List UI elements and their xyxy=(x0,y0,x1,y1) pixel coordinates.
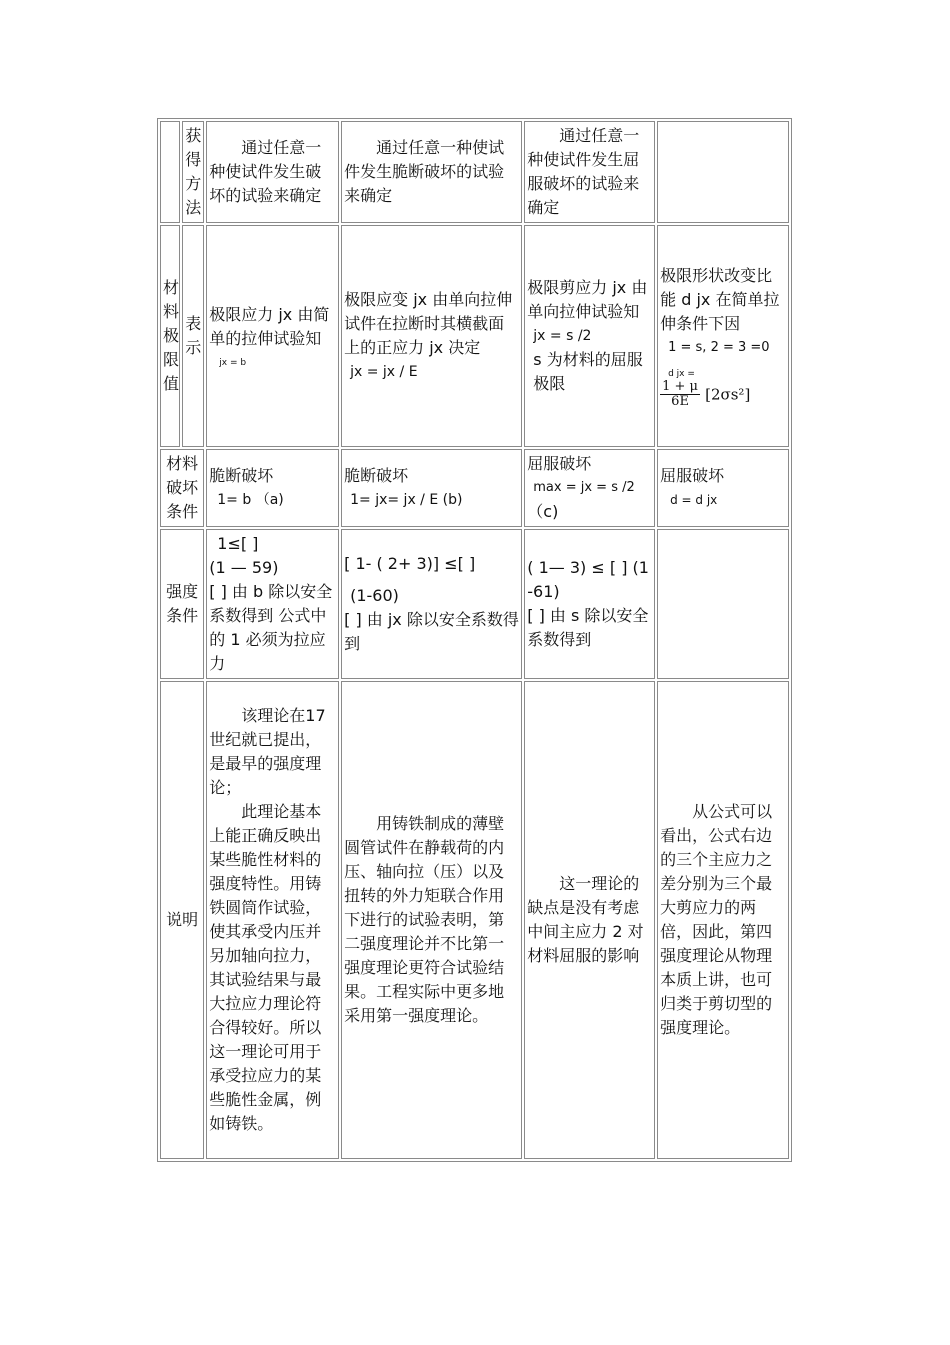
express-cell-theory2: 极限应变 jx 由单向拉伸试件在拉断时其横截面上的正应力 jx 决定 jx = jx / E xyxy=(341,225,522,447)
row-obtain-method xyxy=(160,121,789,223)
strength-cell-theory1: 1≤[ ] (1 — 59) [ ] 由 b 除以安全系数得到 公式中的 1 必须为拉应力 xyxy=(206,529,339,679)
row-express xyxy=(160,225,789,447)
obtain-cell-theory1: 通过任意一种使试件发生破坏的试验来确定 xyxy=(206,121,339,223)
row-failure-header: 材料破坏条件 xyxy=(160,449,204,527)
row-strength-condition xyxy=(160,529,789,679)
failure-cell-theory2: 脆断破坏 1= jx= jx / E (b) xyxy=(341,449,522,527)
note-cell-theory3: 这一理论的缺点是没有考虑中间主应力 2 对材料屈服的影响 xyxy=(524,681,655,1159)
failure-cell-theory3: 屈服破坏 max = jx = s /2 （c) xyxy=(524,449,655,527)
note-cell-theory4: 从公式可以看出，公式右边的三个主应力之差分别为三个最大剪应力的两倍，因此，第四强度理论从物理本质上讲，也可归类于剪切型的强度理论。 xyxy=(657,681,789,1159)
strength-cell-theory3: ( 1— 3) ≤ [ ] (1-61) [ ] 由 s 除以安全系数得到 xyxy=(524,529,655,679)
fraction: $\frac{1 + \mu}{6E}$ xyxy=(662,378,698,409)
shape-change-energy-formula: $\frac{1 + \mu}{6E}$ [2σs²] xyxy=(662,378,751,409)
row-failure-condition xyxy=(160,449,789,527)
row-strength-header: 强度条件 xyxy=(160,529,204,679)
failure-cell-theory1: 脆断破坏 1= b （a) xyxy=(206,449,339,527)
express-cell-theory4: 极限形状改变比能 d jx 在简单拉伸条件下因 1 = s, 2 = 3 =0 d jx = $\frac{1 + \mu}{6E}$ [2σs²] xyxy=(657,225,789,447)
strength-theory-table xyxy=(157,118,792,1162)
row-express-header: 表示 xyxy=(182,225,204,447)
row-note xyxy=(160,681,789,1159)
strength-cell-theory2: [ 1- ( 2+ 3)] ≤[ ] (1-60) [ ] 由 jx 除以安全系数得到 xyxy=(341,529,522,679)
obtain-cell-theory2: 通过任意一种使试件发生脆断破坏的试验来确定 xyxy=(341,121,522,223)
failure-cell-theory4: 屈服破坏 d = d jx xyxy=(657,449,789,527)
strength-cell-theory4 xyxy=(657,529,789,679)
note-cell-theory2: 用铸铁制成的薄壁圆管试件在静载荷的内压、轴向拉（压）以及扭转的外力矩联合作用下进行的试验表明，第二强度理论并不比第一强度理论更符合试验结果。工程实际中更多地采用第一强度理论。 xyxy=(341,681,522,1159)
obtain-cell-theory3: 通过任意一种使试件发生屈服破坏的试验来确定 xyxy=(524,121,655,223)
express-cell-theory1: 极限应力 jx 由简单的拉伸试验知 jx = b xyxy=(206,225,339,447)
obtain-cell-theory4 xyxy=(657,121,789,223)
row-obtain-outer-header xyxy=(160,121,180,223)
express-cell-theory3: 极限剪应力 jx 由单向拉伸试验知 jx = s /2 s 为材料的屈服极限 xyxy=(524,225,655,447)
material-limit-header: 材料极限值 xyxy=(160,225,180,447)
row-obtain-header: 获得方法 xyxy=(182,121,204,223)
row-note-header: 说明 xyxy=(160,681,204,1159)
note-cell-theory1: 该理论在17世纪就已提出，是最早的强度理论； 此理论基本上能正确反映出某些脆性材料的强度特性。用铸铁圆筒作试验，使其承受内压并另加轴向拉力，其试验结果与最大拉应力理论符合得较好。所以这一理论可用于承受拉应力的某些脆性金属，例如铸铁。 xyxy=(206,681,339,1159)
